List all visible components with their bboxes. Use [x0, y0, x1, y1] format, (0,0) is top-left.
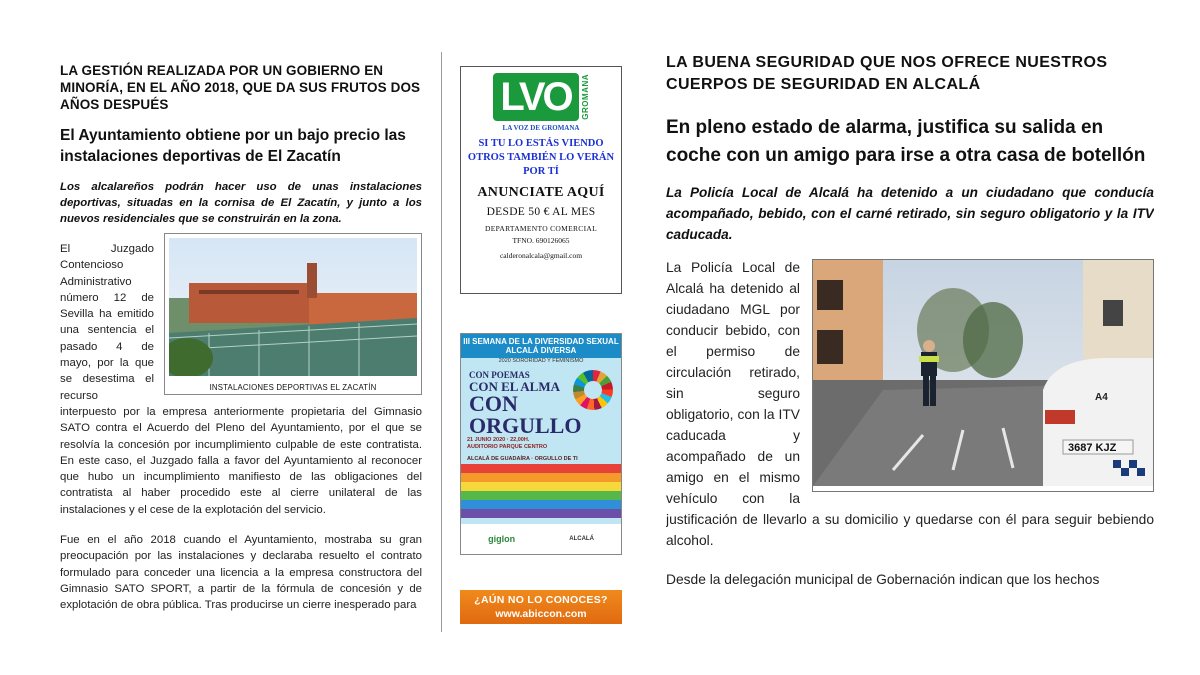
lvo-email[interactable]: calderonalcala@gmail.com [499, 251, 583, 260]
sdg-wheel-icon [573, 370, 613, 410]
poster-venue: AUDITORIO PARQUE CENTRO [467, 444, 548, 450]
lvo-slogan: SI TU LO ESTÁS VIENDO OTROS TAMBIÉN LO VERÁN POR TÍ [467, 138, 615, 177]
poster-line-3: CON ORGULLO [469, 391, 582, 438]
column-divider [441, 52, 442, 632]
lvo-subtitle: LA VOZ DE GROMANA [502, 124, 580, 132]
figure-caption: INSTALACIONES DEPORTIVAS EL ZACATÍN [209, 383, 377, 392]
lvo-dept: DEPARTAMENTO COMERCIAL [484, 224, 598, 233]
right-article [666, 52, 1154, 642]
ads-column [460, 66, 622, 630]
poster-line-2: CON EL ALMA [469, 379, 561, 394]
poster-date: 21 JUNIO 2020 · 22,00H. [467, 437, 530, 443]
abiccon-banner[interactable] [460, 590, 622, 624]
left-kicker: LA GESTIÓN REALIZADA POR UN GOBIERNO EN MINORÍA, EN EL AÑO 2018, QUE DA SUS FRUTOS DOS AÑOS DESPUÉS [60, 63, 421, 112]
lvo-phone: TFNO. 690126065 [512, 236, 570, 245]
poster-subtitle: 2020 SORORIDAD Y FEMINISMO [498, 358, 584, 364]
sponsor-giglon: giglon [488, 534, 516, 544]
right-paragraph-1: La Policía Local de Alcalá ha detenido al ciudadano MGL por conducir bebido, con el permiso de circulación retirado, sin seguro obligatorio, con la ITV caducada y acompañado de un amigo en el mismo vehículo con la justificación de llevarlo a su domicilio y quedarse con él para seguir bebiendo alcohol. [666, 260, 1154, 548]
left-lead: Los alcalareños podrán hacer uso de unas instalaciones deportivas, situadas en la cornisa de El Zacatín, y junto a los nuevos residenciales que se construirán en la zona. [60, 181, 422, 225]
right-kicker: LA BUENA SEGURIDAD QUE NOS OFRECE NUESTROS CUERPOS DE SEGURIDAD EN ALCALÁ [666, 54, 1108, 93]
right-headline[interactable]: En pleno estado de alarma, justifica su salida en coche con un amigo para irse a otra casa de botellón [666, 117, 1146, 166]
left-paragraph-2: Fue en el año 2018 cuando el Ayuntamiento, mostraba su gran preocupación por las instalaciones y declaraba resuelto el contrato formulado para conceder una licencia a la empresa constructora del Gimnasio SATO SPORT, a partir de la fórmula de concesión y de explotación de obra pública. Tras producirse un cierre inesperado para [60, 534, 422, 612]
diversity-week-poster[interactable] [460, 333, 622, 555]
right-paragraph-2: Desde la delegación municipal de Gobernación indican que los hechos [666, 572, 1100, 587]
lvo-cta: ANUNCIATE AQUÍ [477, 185, 605, 200]
sports-facility-figure [164, 233, 422, 395]
lvo-side-text: GROMANA [580, 74, 590, 120]
left-article [60, 62, 422, 630]
police-figure [812, 259, 1154, 492]
sponsor-alcala: ALCALÁ [569, 536, 594, 542]
lvo-logo: LVO [493, 73, 579, 121]
poster-title: III SEMANA DE LA DIVERSIDAD SEXUAL ALCALÁ DIVERSA [461, 334, 621, 358]
police-checkpoint-photo [813, 260, 1153, 486]
left-headline[interactable]: El Ayuntamiento obtiene por un bajo precio las instalaciones deportivas de El Zacatín [60, 127, 406, 165]
lvo-advertisement[interactable] [460, 66, 622, 294]
car-badge: A4 [1095, 392, 1108, 403]
abiccon-url[interactable]: www.abiccon.com [495, 608, 587, 620]
license-plate: 3687 KJZ [1068, 442, 1117, 454]
abiccon-question: ¿AÚN NO LO CONOCES? [474, 594, 608, 606]
poster-line-1: CON POEMAS [469, 370, 530, 380]
left-paragraph-1: El Juzgado Contencioso Administrativo número 12 de Sevilla ha emitido una sentencia el pasado 4 de mayo, por la que se desestima el recurso interpuesto por la empresa anteriormente propietaria del Gimnasio SATO contra el Acuerdo del Pleno del Ayuntamiento, por el que se resolvía la concesión por incumplimiento culpable de este contratista. En este caso, el Juzgado falla a favor del Ayuntamiento al reconocer que hubo un incumplimiento manifiesto de las obligaciones del contratista al haber procedido este al cierre unilateral de las instalaciones y el cese de la explotación del servicio. [60, 243, 422, 516]
lvo-price: DESDE 50 € AL MES [486, 206, 596, 218]
right-lead: La Policía Local de Alcalá ha detenido a un ciudadano que conducía acompañado, bebido, con el carné retirado, sin seguro obligatorio y la ITV caducada. [666, 185, 1154, 242]
sports-facility-photo [169, 238, 417, 376]
poster-city: ALCALÁ DE GUADAÍRA · ORGULLO DE TI [467, 456, 578, 462]
